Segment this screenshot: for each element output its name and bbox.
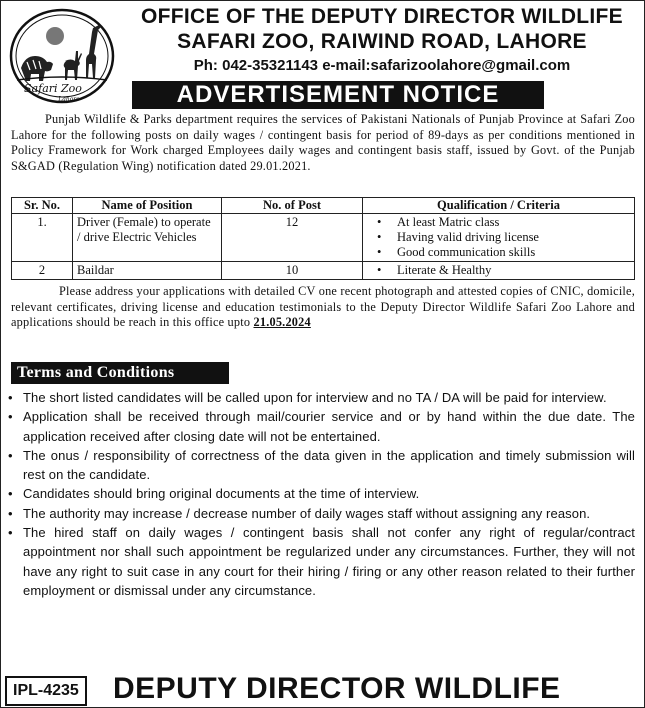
safari-zoo-logo [7,6,117,106]
intro-body: Punjab Wildlife & Parks department requires the services of Pakistani Nationals of Punjab Province at Safari Zoo Lahore for the following posts on daily wages / contingent basis for period of 89-days as per conditions mentioned in Policy Framework for Work charged Employees daily wages and contingent basis staff, issued by Govt. of the Punjab S&GAD [11,112,635,173]
terms-item: • Candidates should bring original documents at the time of interview. [7,484,635,503]
footer [1,671,644,707]
terms-item: • The onus / responsibility of correctness of the data given in the application and timely submission will rest on the candidate. [7,446,635,485]
intro-paragraph [11,112,635,174]
row-criteria [363,262,635,280]
criteria-item: • Good communication skills [397,245,630,260]
table-row [12,262,635,280]
office-title: OFFICE OF THE DEPUTY DIRECTOR WILDLIFE [141,5,623,28]
terms-list [7,388,635,600]
criteria-item: • At least Matric class [397,215,630,230]
col-qualification: Qualification / Criteria [363,198,635,214]
row-sr: 1. [12,214,73,262]
row-sr: 2 [12,262,73,280]
row-position: Driver (Female) to operate / drive Electric Vehicles [73,214,222,262]
terms-item: • Application shall be received through mail/courier service and or by hand within the due date. The application received after closing date will not be entertained. [7,407,635,446]
application-paragraph [11,284,635,331]
contact-info: Ph: 042-35321143 e-mail:safarizoolahore@gmail.com [193,57,571,74]
col-sr-no: Sr. No. [12,198,73,214]
ipl-reference: IPL-4235 [5,676,87,706]
row-posts: 10 [222,262,363,280]
terms-title: Terms and Conditions [11,362,229,384]
notice-title: ADVERTISEMENT NOTICE [132,81,544,109]
table-header-row [12,198,635,214]
signatory-title: DEPUTY DIRECTOR WILDLIFE [113,672,561,705]
row-criteria [363,214,635,262]
terms-item: • The hired staff on daily wages / contingent basis shall not confer any right of regular/contract appointment nor shall such appointment be regularized under any circumstances. Further, they will not have any right to suit case in any court for their hiring / firing or any other reason related to their further employment or dismissal under any circumstance. [7,523,635,600]
col-no-of-post: No. of Post [222,198,363,214]
logo-subtext: Lahore [58,96,80,103]
criteria-item: • Having valid driving license [397,230,630,245]
intro-last-line: (Regulation Wing) notification dated 29.01.2021. [58,158,311,173]
terms-item: • The short listed candidates will be called upon for interview and no TA / DA will be paid for interview. [7,388,635,407]
upto-label: upto [227,315,251,330]
positions-table [11,197,635,280]
application-body: Please address your applications with detailed CV one recent photograph and attested copies of CNIC, domicile, relevant certificates, driving license and education testimonials to the Deputy Director Wildlife Safari Zoo Lahore and applications should be reach in this office [11,284,635,330]
safari-zoo-logo-icon [7,6,117,106]
row-posts: 12 [222,214,363,262]
terms-item: • The authority may increase / decrease number of daily wages staff without assigning any reason. [7,504,635,523]
deadline-date: 21.05.2024 [253,315,311,330]
row-position: Baildar [73,262,222,280]
col-position-name: Name of Position [73,198,222,214]
office-address: SAFARI ZOO, RAIWIND ROAD, LAHORE [177,30,587,53]
table-row [12,214,635,262]
criteria-item: • Literate & Healthy [397,263,630,278]
logo-text: Safari Zoo [24,82,82,95]
